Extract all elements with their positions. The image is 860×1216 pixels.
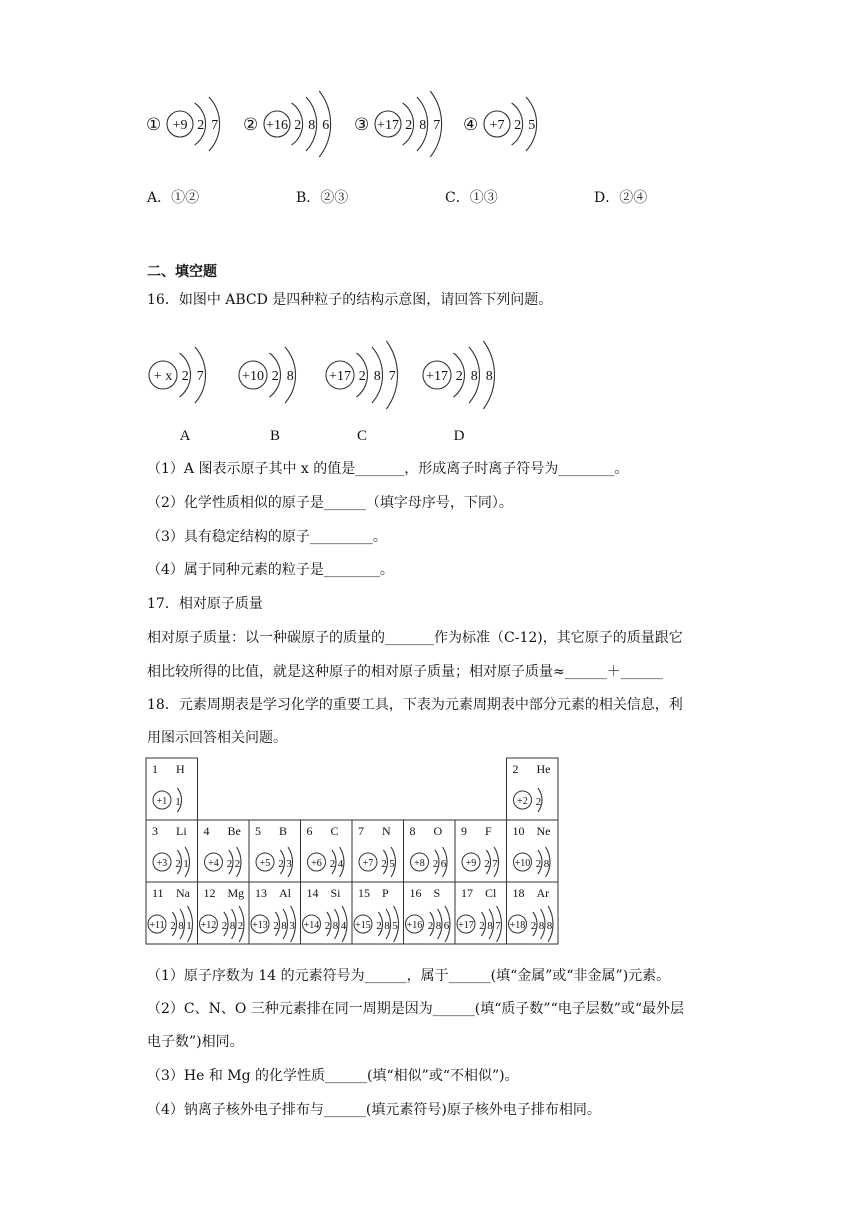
shell-electrons: 1 (183, 858, 189, 870)
element-cell-n (352, 820, 404, 882)
shell-electrons: 4 (340, 920, 347, 932)
shell-electrons: 8 (546, 920, 553, 932)
q15-option-b: B．②③ (296, 190, 349, 206)
nucleus-charge: +9 (465, 858, 477, 869)
element-symbol: B (279, 824, 288, 838)
atomic-number: 14 (306, 886, 319, 900)
nucleus-charge: +17 (458, 920, 474, 931)
element-cell-ne (507, 820, 559, 882)
shell-electrons: 6 (440, 858, 447, 870)
q17-line1: 相对原子质量：以一种碳原子的质量的_______作为标准（C-12)，其它原子的质量跟它 (147, 630, 683, 646)
nucleus-charge: +17 (329, 368, 351, 384)
element-cell-s (404, 882, 456, 944)
q16-atom-diagrams (140, 330, 510, 445)
shell-electrons: 2 (484, 858, 490, 870)
element-cell-b (249, 820, 301, 882)
element-cell-li (146, 820, 198, 882)
q18-sub1: （1）原子序数为 14 的元素符号为______，属于______(填“金属”或“非金属”)元素。 (147, 968, 671, 984)
shell-electrons: 2 (405, 117, 413, 133)
shell-electrons: 2 (530, 920, 537, 932)
shell-electrons: 2 (170, 920, 176, 932)
element-symbol: O (433, 824, 443, 838)
shell-electrons: 2 (479, 920, 485, 932)
q18-stem-2: 用图示回答相关问题。 (147, 730, 287, 746)
nucleus-charge: + x (153, 368, 173, 384)
shell-electrons: 1 (175, 796, 181, 808)
atomic-number: 13 (255, 886, 267, 900)
q16-atom-diagram (326, 341, 398, 409)
shell-electrons: 8 (332, 920, 339, 932)
nucleus-charge: +12 (200, 920, 217, 931)
shell-electrons: 8 (487, 920, 493, 932)
shell-electrons: 2 (432, 858, 439, 870)
nucleus-charge: +6 (311, 858, 322, 869)
shell-electrons: 2 (535, 858, 542, 870)
q17-title: 17．相对原子质量 (147, 596, 263, 612)
element-symbol: Na (176, 886, 190, 900)
shell-electrons: 7 (495, 920, 501, 932)
q17-line2: 相比较所得的比值，就是这种原子的相对原子质量；相对原子质量≈______＋______ (147, 664, 663, 680)
nucleus-charge: +4 (208, 858, 219, 869)
atomic-number: 10 (512, 824, 525, 838)
element-symbol: F (485, 824, 492, 838)
shell-electrons: 8 (281, 920, 287, 932)
element-cell-h (146, 758, 198, 820)
element-symbol: Ne (536, 824, 551, 838)
nucleus-charge: +16 (406, 920, 423, 931)
nucleus-charge: +8 (414, 858, 425, 869)
q15-atom-diagrams (140, 70, 580, 170)
atomic-number: 2 (512, 762, 519, 776)
shell-electrons: 2 (271, 368, 279, 384)
shell-electrons: 2 (324, 920, 331, 932)
q18-sub3: （3）He 和 Mg 的化学性质______(填“相似”或“不相似”)。 (147, 1068, 519, 1084)
atom-index-mark: ④ (463, 115, 479, 134)
q16-sub1: （1）A 图表示原子其中 x 的值是_______，形成离子时离子符号为________。 (147, 461, 629, 477)
element-cell-mg (198, 882, 250, 944)
q15-atom-diagram (167, 97, 220, 151)
q15-atom-diagram (375, 91, 442, 157)
q16-atom-diagram (239, 347, 296, 403)
atomic-number: 6 (306, 824, 313, 838)
shell-electrons: 5 (528, 117, 536, 133)
nucleus-charge: +15 (355, 920, 371, 931)
nucleus-charge: +5 (259, 858, 271, 869)
q16-stem: 16．如图中 ABCD 是四种粒子的结构示意图，请回答下列问题。 (147, 292, 553, 308)
shell-electrons: 1 (186, 920, 192, 932)
nucleus-charge: +10 (242, 368, 264, 384)
shell-electrons: 2 (358, 368, 366, 384)
nucleus-charge: +17 (426, 368, 448, 384)
atomic-number: 1 (152, 762, 158, 776)
shell-electrons: 8 (543, 858, 550, 870)
q18-sub2-b: 电子数”)相同。 (147, 1034, 244, 1050)
shell-electrons: 7 (211, 117, 219, 133)
nucleus-charge: +17 (377, 117, 399, 133)
shell-electrons: 7 (196, 368, 204, 384)
element-symbol: N (382, 824, 391, 838)
shell-electrons: 2 (427, 920, 434, 932)
shell-electrons: 8 (419, 117, 427, 133)
atom-label: A (179, 428, 191, 444)
element-cell-he (507, 758, 559, 820)
element-symbol: S (433, 886, 441, 900)
atom-index-mark: ① (146, 115, 162, 134)
nucleus-charge: +11 (149, 920, 165, 931)
element-symbol: He (536, 762, 551, 776)
q18-sub2-a: （2）C、N、O 三种元素排在同一周期是因为______(填“质子数”“电子层数”或“最外层 (147, 1001, 685, 1017)
atomic-number: 16 (409, 886, 422, 900)
element-cell-al (249, 882, 301, 944)
shell-electrons: 8 (373, 368, 381, 384)
shell-electrons: 6 (322, 117, 330, 133)
atom-label: B (269, 428, 281, 444)
element-symbol: Mg (227, 886, 245, 900)
periodic-table (145, 757, 567, 953)
atom-index-mark: ② (243, 115, 259, 134)
shell-electrons: 7 (433, 117, 441, 133)
element-symbol: Li (176, 824, 187, 838)
element-symbol: Be (227, 824, 241, 838)
q16-sub2: （2）化学性质相似的原子是______（填字母序号，下同）。 (147, 495, 513, 511)
atomic-number: 9 (461, 824, 467, 838)
nucleus-charge: +7 (489, 117, 505, 133)
element-cell-be (198, 820, 250, 882)
shell-electrons: 2 (381, 858, 387, 870)
nucleus-charge: +10 (514, 858, 531, 869)
nucleus-charge: +9 (172, 117, 188, 133)
atomic-number: 12 (203, 886, 216, 900)
element-cell-cl (455, 882, 507, 944)
atomic-number: 4 (203, 824, 210, 838)
q15-atom-diagram (264, 91, 331, 157)
q15-atom-diagram (484, 97, 537, 151)
nucleus-charge: +13 (252, 920, 268, 931)
shell-electrons: 2 (278, 858, 284, 870)
shell-electrons: 2 (294, 117, 302, 133)
q18-stem-1: 18．元素周期表是学习化学的重要工具，下表为元素周期表中部分元素的相关信息，利 (147, 697, 683, 713)
shell-electrons: 8 (286, 368, 294, 384)
shell-electrons: 8 (308, 117, 316, 133)
nucleus-charge: +3 (156, 858, 168, 869)
shell-electrons: 2 (197, 117, 205, 133)
q15-option-c: C．①③ (445, 190, 498, 206)
shell-electrons: 2 (221, 920, 228, 932)
shell-electrons: 5 (389, 858, 395, 870)
element-cell-c (301, 820, 353, 882)
q15-option-a: A．①② (147, 190, 200, 206)
q16-sub4: （4）属于同种元素的粒子是________。 (147, 562, 394, 578)
q16-sub3: （3）具有稳定结构的原子_________。 (147, 529, 387, 545)
atomic-number: 17 (461, 886, 473, 900)
shell-electrons: 7 (492, 858, 498, 870)
atomic-number: 5 (255, 824, 261, 838)
element-symbol: Si (330, 886, 341, 900)
shell-electrons: 2 (237, 920, 244, 932)
shell-electrons: 8 (538, 920, 545, 932)
shell-electrons: 2 (175, 858, 181, 870)
atomic-number: 11 (152, 886, 164, 900)
shell-electrons: 2 (455, 368, 463, 384)
q18-sub4: （4）钠离子核外电子排布与______(填元素符号)原子核外电子排布相同。 (147, 1102, 601, 1118)
shell-electrons: 3 (286, 858, 292, 870)
q16-atom-diagram (423, 341, 495, 409)
atomic-number: 3 (152, 824, 158, 838)
nucleus-charge: +14 (303, 920, 320, 931)
atomic-number: 8 (409, 824, 416, 838)
shell-electrons: 2 (514, 117, 522, 133)
element-symbol: Al (279, 886, 291, 900)
q16-atom-diagram (149, 347, 206, 403)
nucleus-charge: +7 (362, 858, 374, 869)
element-symbol: Cl (485, 886, 497, 900)
element-symbol: P (382, 886, 389, 900)
shell-electrons: 2 (234, 858, 241, 870)
atomic-number: 7 (358, 824, 364, 838)
element-symbol: C (330, 824, 339, 838)
shell-electrons: 7 (388, 368, 396, 384)
shell-electrons: 2 (226, 858, 233, 870)
atom-index-mark: ③ (354, 115, 370, 134)
atom-label: D (453, 428, 465, 444)
shell-electrons: 2 (535, 796, 542, 808)
element-cell-na (146, 882, 198, 944)
shell-electrons: 2 (376, 920, 382, 932)
shell-electrons: 8 (229, 920, 236, 932)
shell-electrons: 2 (273, 920, 279, 932)
element-cell-o (404, 820, 456, 882)
shell-electrons: 2 (329, 858, 336, 870)
nucleus-charge: +2 (517, 796, 528, 807)
shell-electrons: 8 (384, 920, 390, 932)
element-cell-p (352, 882, 404, 944)
section-title: 二、填空题 (147, 264, 217, 280)
element-cell-f (455, 820, 507, 882)
shell-electrons: 6 (443, 920, 450, 932)
shell-electrons: 3 (289, 920, 295, 932)
shell-electrons: 5 (392, 920, 398, 932)
shell-electrons: 4 (337, 858, 344, 870)
shell-electrons: 8 (178, 920, 184, 932)
shell-electrons: 8 (470, 368, 478, 384)
nucleus-charge: +18 (509, 920, 526, 931)
shell-electrons: 8 (435, 920, 442, 932)
atomic-number: 15 (358, 886, 370, 900)
atom-label: C (356, 428, 368, 444)
element-symbol: H (176, 762, 185, 776)
atomic-number: 18 (512, 886, 525, 900)
shell-electrons: 8 (485, 368, 493, 384)
element-symbol: Ar (536, 886, 550, 900)
element-cell-si (301, 882, 353, 944)
shell-electrons: 2 (181, 368, 189, 384)
q15-option-d: D．②④ (594, 190, 648, 206)
nucleus-charge: +16 (266, 117, 288, 133)
nucleus-charge: +1 (156, 796, 168, 807)
element-cell-ar (507, 882, 559, 944)
